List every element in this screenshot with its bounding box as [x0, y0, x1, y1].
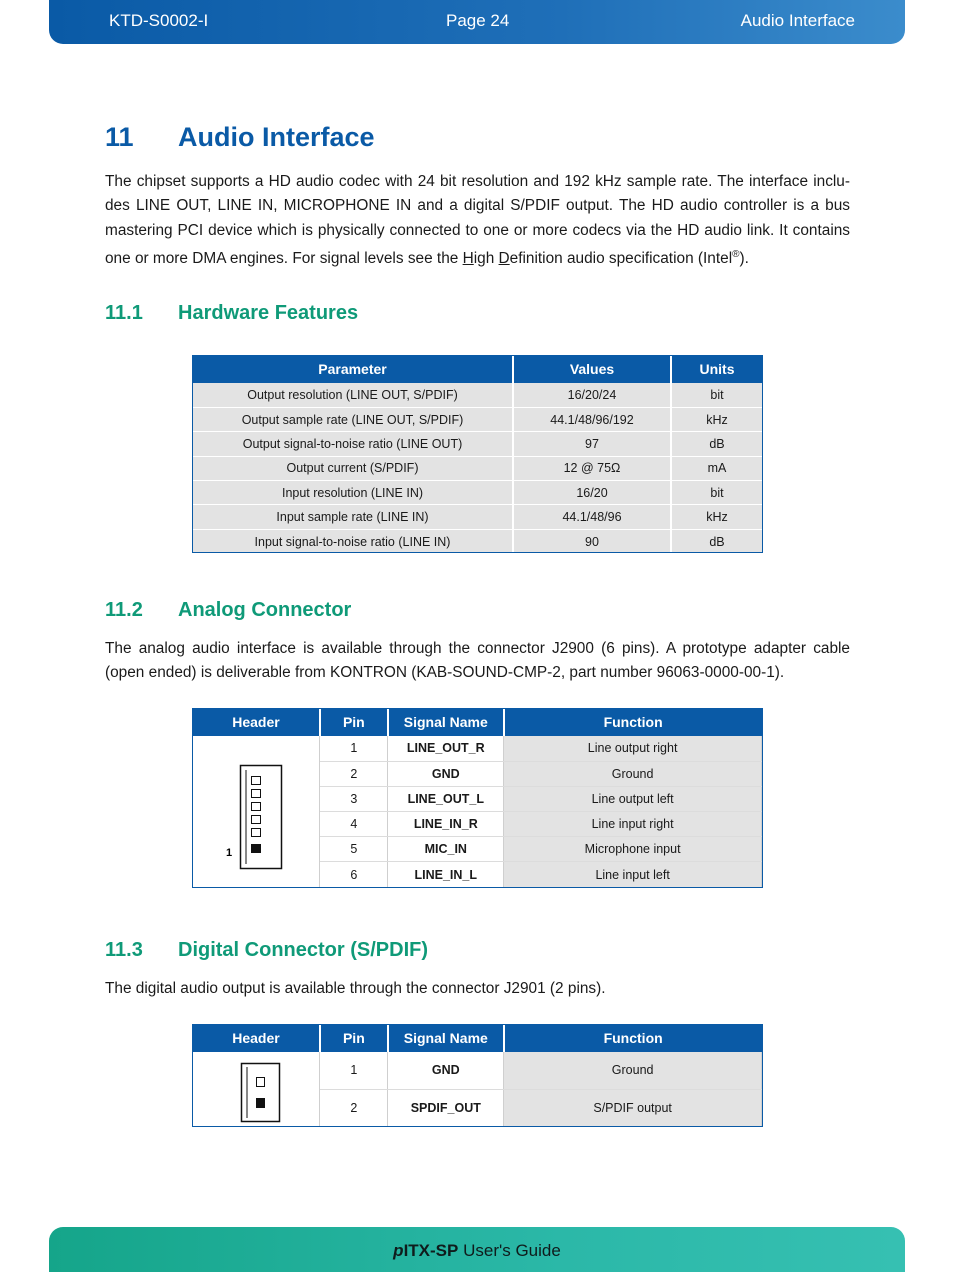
pin-cell: 6 — [320, 862, 388, 887]
table-row — [193, 383, 762, 407]
function-cell: Line input right — [504, 812, 762, 837]
section-11-3-title — [105, 939, 428, 962]
connector-j2901-diagram — [238, 1062, 284, 1124]
function-cell: Line output left — [504, 786, 762, 811]
intro-end: ). — [739, 250, 749, 268]
intro-efinition: efinition audio specification (Intel — [509, 250, 733, 268]
col-function: Function — [504, 708, 762, 736]
signal-cell: LINE_OUT_L — [388, 786, 504, 811]
section-11-1-title — [105, 302, 358, 325]
chapter-number: 11 — [105, 122, 134, 152]
section-title: Analog Connector — [178, 599, 352, 621]
parameter-cell: Output sample rate (LINE OUT, S/PDIF) — [193, 407, 513, 431]
table-row — [193, 736, 762, 761]
unit-cell: mA — [671, 456, 762, 480]
pin-cell: 3 — [320, 786, 388, 811]
unit-cell: dB — [671, 529, 762, 553]
signal-cell: MIC_IN — [388, 837, 504, 862]
guide-label: User's Guide — [458, 1241, 561, 1260]
pin-cell: 2 — [320, 761, 388, 786]
parameter-cell: Input signal-to-noise ratio (LINE IN) — [193, 529, 513, 553]
function-cell: Line input left — [504, 862, 762, 887]
table-row — [193, 456, 762, 480]
signal-cell: LINE_OUT_R — [388, 736, 504, 761]
unit-cell: bit — [671, 481, 762, 505]
unit-cell: dB — [671, 432, 762, 456]
table-row — [193, 481, 762, 505]
value-cell: 44.1/48/96 — [513, 505, 671, 529]
signal-cell: GND — [388, 761, 504, 786]
col-signal-name: Signal Name — [388, 1024, 504, 1052]
chapter-intro — [105, 170, 850, 271]
value-cell: 12 @ 75Ω — [513, 456, 671, 480]
value-cell: 44.1/48/96/192 — [513, 407, 671, 431]
unit-cell: kHz — [671, 407, 762, 431]
parameter-cell: Input sample rate (LINE IN) — [193, 505, 513, 529]
value-cell: 16/20/24 — [513, 383, 671, 407]
connector-j2900-diagram — [222, 764, 284, 870]
function-cell: S/PDIF output — [504, 1089, 762, 1126]
unit-cell: bit — [671, 383, 762, 407]
page-number: Page 24 — [446, 11, 510, 30]
parameter-cell: Input resolution (LINE IN) — [193, 481, 513, 505]
function-cell: Ground — [504, 1052, 762, 1089]
pin-cell: 1 — [320, 1052, 388, 1089]
registered-mark: ® — [732, 248, 740, 260]
col-signal-name: Signal Name — [388, 708, 504, 736]
section-number: 11.1 — [105, 302, 143, 324]
col-parameter: Parameter — [193, 355, 513, 383]
col-header: Header — [193, 708, 320, 736]
intro-d: D — [498, 250, 510, 268]
parameter-cell: Output current (S/PDIF) — [193, 456, 513, 480]
header-section: Audio Interface — [740, 11, 855, 30]
digital-text: The digital audio output is available through the connector J2901 (2 pins). — [105, 980, 606, 997]
parameter-cell: Output signal-to-noise ratio (LINE OUT) — [193, 432, 513, 456]
col-function: Function — [504, 1024, 762, 1052]
section-title: Hardware Features — [178, 302, 359, 324]
analog-text: The analog audio interface is available through the connector J2900 (6 pins). A prototype adapter cable (open ended) is deliverable from KONTRON (KAB-SOUND-CMP-2, part number 96063-0000-00-1). — [105, 640, 850, 682]
section-number: 11.2 — [105, 599, 143, 621]
chapter-title — [105, 122, 375, 153]
table-row — [193, 407, 762, 431]
parameter-cell: Output resolution (LINE OUT, S/PDIF) — [193, 383, 513, 407]
section-11-2-title — [105, 599, 351, 622]
value-cell: 97 — [513, 432, 671, 456]
signal-cell: LINE_IN_R — [388, 812, 504, 837]
page-header — [49, 0, 905, 44]
function-cell: Line output right — [504, 736, 762, 761]
pin-cell: 1 — [320, 736, 388, 761]
signal-cell: SPDIF_OUT — [388, 1089, 504, 1126]
section-title: Digital Connector (S/PDIF) — [178, 939, 428, 961]
unit-cell: kHz — [671, 505, 762, 529]
table-row — [193, 432, 762, 456]
chapter-title-text: Audio Interface — [178, 122, 375, 152]
col-pin: Pin — [320, 708, 388, 736]
intro-igh: igh — [473, 250, 499, 268]
pin1-label: 1 — [226, 847, 233, 859]
col-header: Header — [193, 1024, 320, 1052]
page-footer: pITX-SP User's Guide — [49, 1227, 905, 1272]
hardware-features-table — [193, 355, 762, 554]
intro-text: The chipset supports a HD audio codec with 24 bit resolution and 192 kHz sample rate. The interface inclu-des LINE OUT, LINE IN, MICROPHONE IN and a digital S/PDIF output. The HD audio controller is a bus mastering PCI device which is physically connected to one or more codecs via the HD audio link. It contains one or more DMA engines. For signal levels see the — [105, 173, 850, 268]
value-cell: 16/20 — [513, 481, 671, 505]
intro-h: H — [462, 250, 474, 268]
col-values: Values — [513, 355, 671, 383]
pin-cell: 4 — [320, 812, 388, 837]
col-units: Units — [671, 355, 762, 383]
table-row — [193, 529, 762, 553]
pin-cell: 2 — [320, 1089, 388, 1126]
signal-cell: LINE_IN_L — [388, 862, 504, 887]
table-row — [193, 505, 762, 529]
col-pin: Pin — [320, 1024, 388, 1052]
signal-cell: GND — [388, 1052, 504, 1089]
doc-id: KTD-S0002-I — [109, 11, 209, 30]
function-cell: Microphone input — [504, 837, 762, 862]
value-cell: 90 — [513, 529, 671, 553]
pin-cell: 5 — [320, 837, 388, 862]
function-cell: Ground — [504, 761, 762, 786]
product-name: ITX-SP — [403, 1241, 459, 1260]
section-number: 11.3 — [105, 939, 143, 961]
